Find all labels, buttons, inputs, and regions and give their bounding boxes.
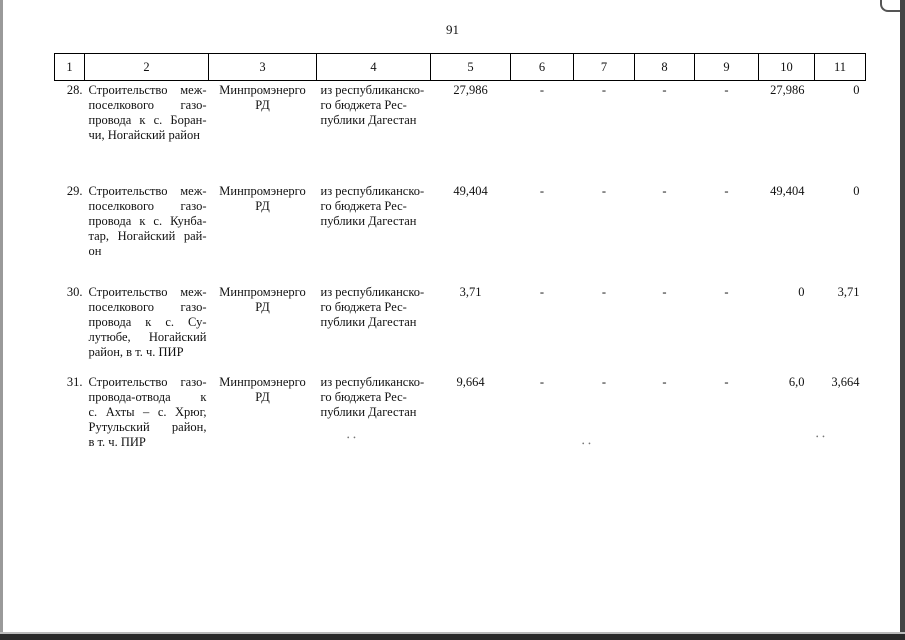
row-number: 28.: [66, 83, 83, 97]
amount-c6: -: [539, 83, 545, 97]
amount-c9: -: [724, 374, 729, 389]
column-header: 6: [511, 54, 574, 81]
cell-line: го бюджета Рес-: [320, 98, 407, 112]
funding-source: [317, 182, 431, 283]
amount-c9: -: [724, 83, 729, 97]
table-row: [55, 182, 866, 283]
cell-line: провода-отвода к: [88, 389, 207, 404]
cell-line: Рутульский район,: [88, 419, 207, 434]
cell-line: Минпромэнерго: [219, 83, 306, 97]
amount-c7: -: [601, 183, 607, 198]
responsible-agency: [209, 182, 317, 283]
cell-line: го бюджета Рес-: [320, 389, 407, 404]
amount-c9: -: [724, 284, 729, 299]
cell-line: РД: [255, 389, 270, 404]
scan-edge-bottom: [0, 634, 905, 640]
project-description: [85, 182, 209, 283]
total-amount: 9,664: [456, 374, 485, 389]
cell-line: публики Дагестан: [320, 113, 417, 127]
cell-line: из республиканско-: [320, 83, 425, 97]
table-row: [55, 373, 866, 523]
cell-line: Строительство газо-: [88, 374, 207, 389]
cell-line: он: [88, 243, 102, 258]
funding-source: [317, 283, 431, 373]
cell-line: публики Дагестан: [320, 314, 417, 329]
column-header: 7: [574, 54, 635, 81]
column-header: 9: [695, 54, 759, 81]
cell-line: чи, Ногайский район: [88, 128, 200, 142]
total-amount: 3,71: [459, 284, 482, 299]
project-description: [85, 81, 209, 182]
cell-line: поселкового газо-: [88, 299, 207, 314]
cell-line: публики Дагестан: [320, 213, 417, 228]
scan-corner-mark: [880, 0, 900, 12]
cell-line: Строительство меж-: [88, 183, 207, 198]
amount-c6: -: [539, 374, 545, 389]
cell-line: Строительство меж-: [88, 83, 207, 97]
amount-c7: -: [601, 284, 607, 299]
amount-c9: -: [724, 183, 729, 198]
responsible-agency: [209, 81, 317, 182]
amount-c10: 6,0: [788, 374, 805, 389]
amount-c11: 0: [853, 83, 860, 97]
cell-line: провода к с. Боран-: [88, 113, 207, 127]
scan-edge-right: [900, 0, 905, 640]
row-number: 30.: [66, 284, 83, 299]
amount-c11: 3,71: [837, 284, 860, 299]
cell-line: тар, Ногайский рай-: [88, 228, 207, 243]
column-number-row: [55, 54, 866, 81]
cell-line: с. Ахты – с. Хрюг,: [88, 404, 207, 419]
row-number: 29.: [66, 183, 83, 198]
amount-c7: -: [601, 83, 607, 97]
cell-line: район, в т. ч. ПИР: [88, 344, 184, 359]
amount-c11: 0: [853, 183, 860, 198]
column-header: 3: [209, 54, 317, 81]
cell-line: из республиканско-: [320, 284, 425, 299]
cell-line: из республиканско-: [320, 183, 425, 198]
total-amount: 27,986: [453, 83, 488, 97]
page-number: 91: [446, 22, 459, 37]
funding-source: [317, 373, 431, 523]
cell-line: поселкового газо-: [88, 198, 207, 213]
cell-line: из республиканско-: [320, 374, 425, 389]
responsible-agency: [209, 373, 317, 523]
scan-speck: • •: [816, 433, 826, 441]
cell-line: Минпромэнерго: [219, 183, 306, 198]
column-header: 10: [759, 54, 815, 81]
cell-line: Строительство меж-: [88, 284, 207, 299]
cell-line: РД: [255, 98, 270, 112]
table-row: [55, 81, 866, 182]
amount-c7: -: [601, 374, 607, 389]
cell-line: го бюджета Рес-: [320, 299, 407, 314]
amount-c11: 3,664: [831, 374, 860, 389]
cell-line: РД: [255, 198, 270, 213]
cell-line: го бюджета Рес-: [320, 198, 407, 213]
scan-speck: • •: [347, 434, 357, 442]
cell-line: публики Дагестан: [320, 404, 417, 419]
amount-c10: 27,986: [770, 83, 805, 97]
cell-line: поселкового газо-: [88, 98, 207, 112]
column-header: 2: [85, 54, 209, 81]
funding-source: [317, 81, 431, 182]
amount-c8: -: [662, 284, 667, 299]
cell-line: в т. ч. ПИР: [88, 434, 146, 449]
amount-c10: 0: [798, 284, 805, 299]
amount-c10: 49,404: [770, 183, 805, 198]
column-header: 4: [317, 54, 431, 81]
cell-line: РД: [255, 299, 270, 314]
project-description: [85, 373, 209, 523]
total-amount: 49,404: [453, 183, 488, 198]
amount-c8: -: [662, 374, 667, 389]
table-row: [55, 283, 866, 373]
cell-line: лутюбе, Ногайский: [88, 329, 207, 344]
cell-line: Минпромэнерго: [219, 374, 306, 389]
cell-line: провода к с. Су-: [88, 314, 207, 329]
column-header: 1: [55, 54, 85, 81]
column-header: 8: [635, 54, 695, 81]
column-header: 5: [431, 54, 511, 81]
amount-c6: -: [539, 183, 545, 198]
scan-speck: • •: [582, 440, 592, 448]
responsible-agency: [209, 283, 317, 373]
project-description: [85, 283, 209, 373]
amount-c6: -: [539, 284, 545, 299]
cell-line: провода к с. Кунба-: [88, 213, 207, 228]
funding-table: [54, 53, 866, 523]
cell-line: Минпромэнерго: [219, 284, 306, 299]
row-number: 31.: [66, 374, 83, 389]
scan-edge-left: [0, 0, 3, 640]
amount-c8: -: [662, 83, 667, 97]
amount-c8: -: [662, 183, 667, 198]
column-header: 11: [815, 54, 866, 81]
